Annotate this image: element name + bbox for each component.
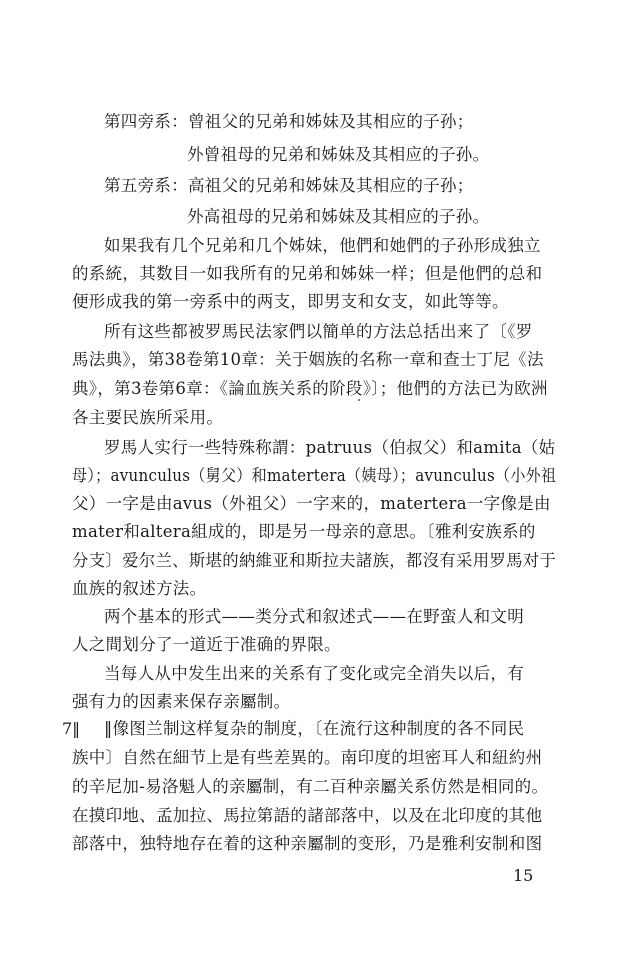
text-line: 部落中，独特地存在着的这种亲屬制的变形，乃是雅利安制和图 [72,834,543,853]
text-line: 如果我有几个兄弟和几个姊妹，他們和她們的子孙形成独立 [104,236,541,255]
text-line: 外高祖母的兄弟和姊妹及其相应的子孙。 [187,207,490,226]
text-line: 血族的叙述方法。 [72,579,207,598]
text-line: 在摸印地、孟加拉、馬拉第語的諸部落中，以及在北印度的其他 [72,806,543,825]
text-line: 各主要民族所采用。 [72,408,224,427]
text-line: 两个基本的形式——类分式和叙述式——在野蛮人和文明 [104,607,524,626]
text-line: 第四旁系：曾祖父的兄弟和姊妹及其相应的子孙； [104,112,474,131]
text-line: mater和altera組成的，即是另一母亲的意思。〔雅利安族系的 [72,522,536,541]
text-line: 的辛尼加-易洛魁人的亲屬制，有二百种亲屬关系仿然是相同的。 [72,777,549,796]
margin-marker: 7‖ [62,719,81,738]
text-line: 罗馬人实行一些特殊称謂：patruus（伯叔父）和amita（姑 [104,438,556,457]
text-line: 所有这些都被罗馬民法家們以簡单的方法总括出来了〔《罗 [104,322,533,341]
text-line: 父）一字是由avus（外祖父）一字来的，matertera一字像是由 [72,494,551,513]
text-line: 族中〕自然在細节上是有些差異的。南印度的坦密耳人和紐約州 [72,748,543,767]
text-line: ‖像图兰制这样复杂的制度，〔在流行这种制度的各不同民 [104,719,525,738]
page-number: 15 [513,866,534,885]
text-line: 人之間划分了一道近于准确的界限。 [72,635,341,654]
text-line: 典》，第3卷第6章：《論血族关系的阶段》〕；他們的方法已为欧洲 [72,379,548,398]
text-line: 当每人从中发生出来的关系有了变化或完全消失以后，有 [104,664,524,683]
text-line: 的系統，其数目一如我所有的兄弟和姊妹一样；但是他們的总和 [72,264,543,283]
text-line: 第五旁系：高祖父的兄弟和姊妹及其相应的子孙； [104,176,474,195]
text-line: 便形成我的第一旁系中的两支，即男支和女支，如此等等。 [72,292,509,311]
text-line: 外曾祖母的兄弟和姊妹及其相应的子孙。 [187,145,490,164]
text-line: 强有力的因素来保存亲屬制。 [72,692,291,711]
print-speck [358,399,360,401]
text-line: 母）；avunculus（舅父）和matertera（姨母）；avunculus（小外祖 [72,466,557,485]
text-line: 分支〕爱尔兰、斯堪的納維亚和斯拉夫諸族，都沒有采用罗馬对于 [72,551,557,570]
text-line: 馬法典》，第38卷第10章：关于姻族的名称一章和查士丁尼《法 [72,350,544,369]
